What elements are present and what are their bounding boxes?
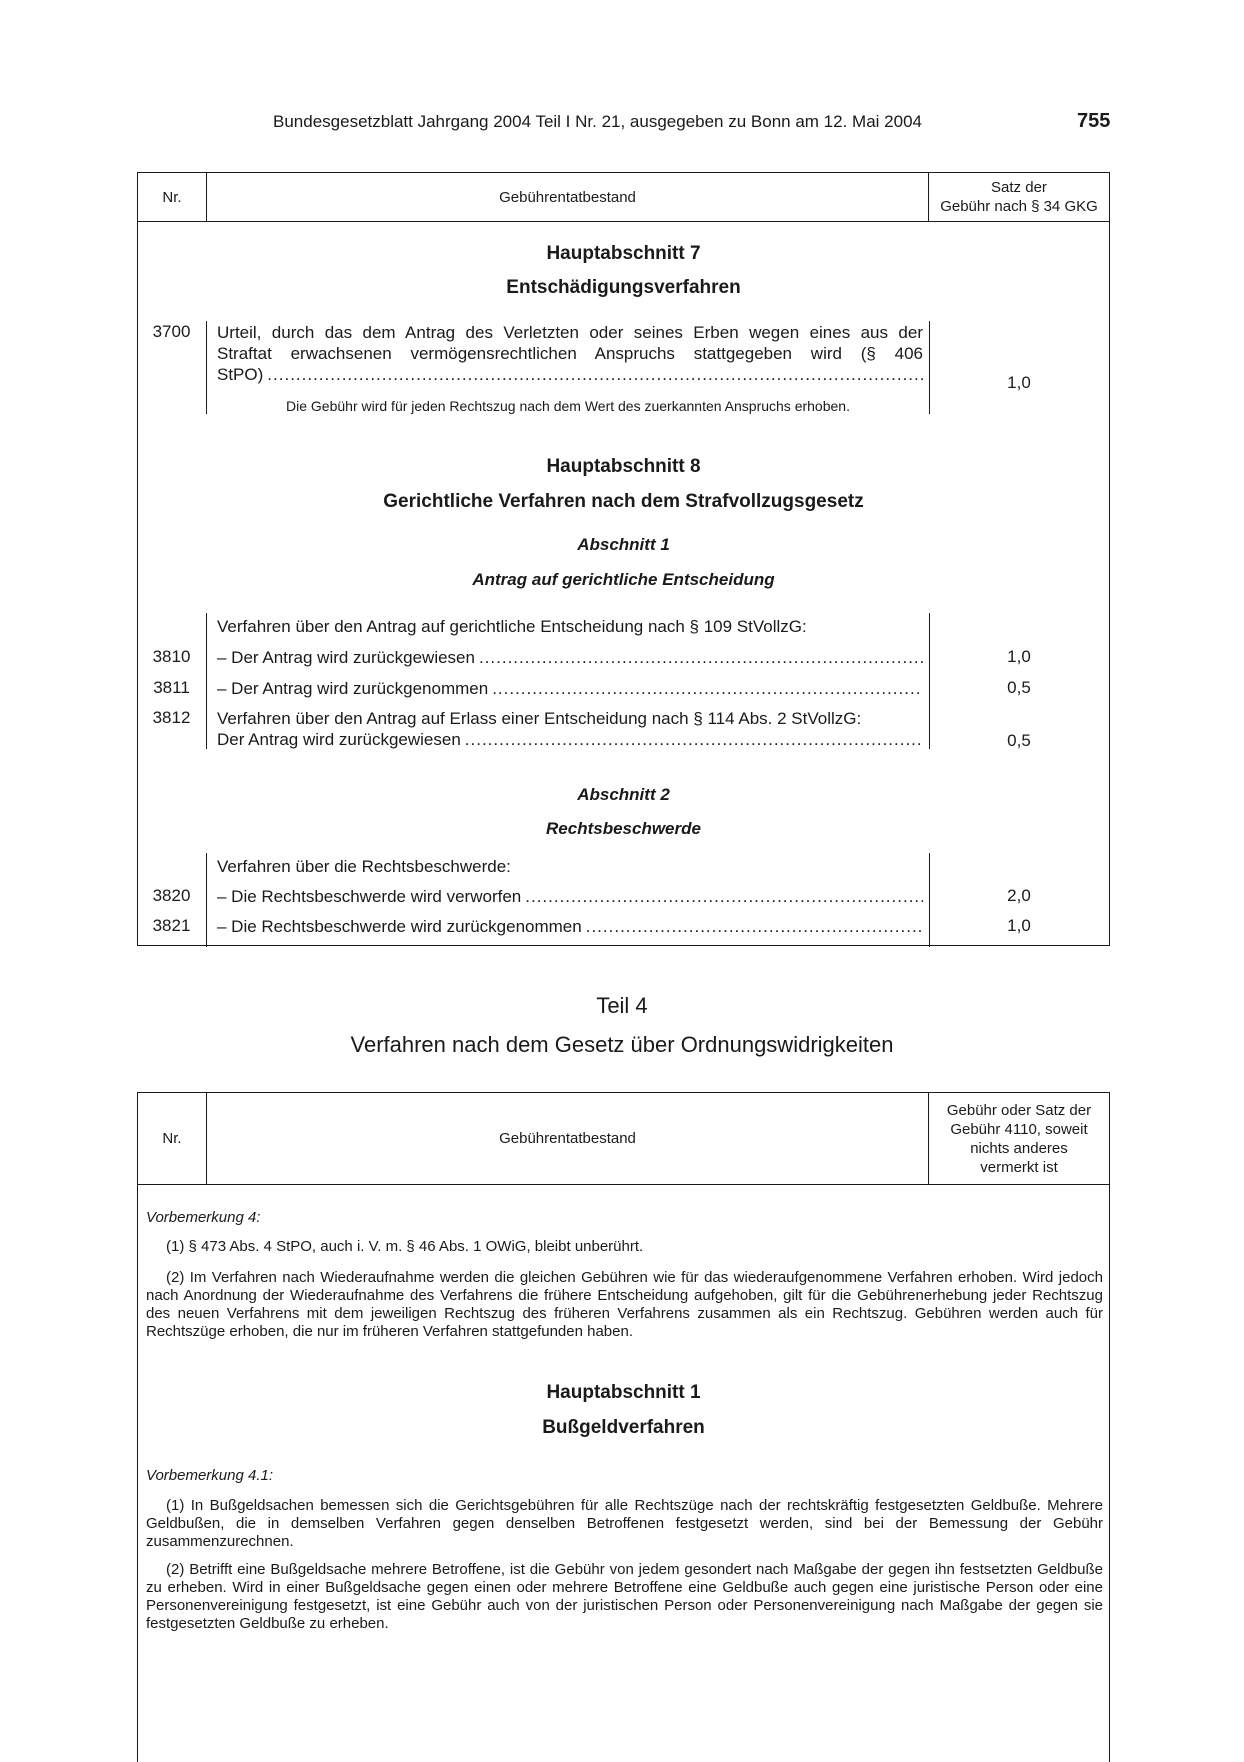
fee-description bbox=[217, 647, 923, 668]
dot-leader bbox=[586, 916, 923, 937]
table-header bbox=[138, 1093, 1109, 1185]
preliminary-note-paragraph: (1) In Bußgeldsachen bemessen sich die Gerichtsgebühren für alle Rechtszüge nach der rechtskräftig festgesetzten Geldbuße. Mehrere Geldbußen, die in demselben Verfahren gegen denselben Betroffenen festgesetzt werden, sind bei der Bemessung der Gebühr zusammenzurechnen. bbox=[146, 1497, 1103, 1550]
fee-note: Die Gebühr wird für jeden Rechtszug nach dem Wert des zuerkannten Anspruchs erhoben. bbox=[286, 398, 850, 414]
part-title: Teil 4 bbox=[596, 993, 648, 1018]
col-header-description: Gebührentatbestand bbox=[207, 173, 929, 221]
preliminary-note-title: Vorbemerkung 4.1: bbox=[146, 1467, 274, 1484]
fee-number: 3820 bbox=[152, 886, 191, 905]
fee-description bbox=[217, 886, 923, 907]
col-header-rate-line: Gebühr 4110, soweit bbox=[950, 1120, 1088, 1138]
dot-leader bbox=[267, 364, 923, 385]
row-rule-left bbox=[206, 853, 207, 947]
section-title: Hauptabschnitt 1 bbox=[546, 1382, 701, 1403]
group-intro: Verfahren über den Antrag auf gerichtliche Entscheidung nach § 109 StVollzG: bbox=[217, 617, 807, 636]
dot-leader bbox=[479, 647, 923, 668]
col-header-rate bbox=[929, 173, 1109, 221]
subsection-title: Abschnitt 2 bbox=[577, 785, 670, 804]
col-header-nr: Nr. bbox=[138, 173, 207, 221]
part-subtitle: Verfahren nach dem Gesetz über Ordnungswidrigkeiten bbox=[350, 1032, 894, 1057]
fee-rate: 0,5 bbox=[1007, 731, 1031, 750]
table-header bbox=[138, 173, 1109, 222]
col-header-nr: Nr. bbox=[138, 1093, 207, 1184]
fee-description bbox=[217, 322, 923, 385]
group-intro: Verfahren über die Rechtsbeschwerde: bbox=[217, 857, 511, 876]
text-line: StPO) bbox=[217, 365, 264, 384]
col-header-description: Gebührentatbestand bbox=[207, 1093, 929, 1184]
fee-rate: 1,0 bbox=[1007, 647, 1031, 666]
fee-description bbox=[217, 916, 923, 937]
fee-number: 3700 bbox=[152, 322, 191, 341]
fee-text: – Der Antrag wird zurückgewiesen bbox=[217, 648, 475, 667]
fee-table-part3 bbox=[137, 172, 1110, 946]
col-header-rate bbox=[929, 1093, 1109, 1184]
fee-number: 3812 bbox=[152, 708, 191, 727]
col-header-rate-line: Satz der bbox=[991, 179, 1047, 196]
fee-rate: 0,5 bbox=[1007, 678, 1031, 697]
section-subtitle: Entschädigungsverfahren bbox=[506, 277, 741, 298]
section-title: Hauptabschnitt 7 bbox=[546, 243, 701, 264]
col-header-rate-line: nichts anderes bbox=[970, 1139, 1068, 1157]
fee-description bbox=[217, 678, 923, 699]
fee-table-part4 bbox=[137, 1092, 1110, 1762]
fee-number: 3811 bbox=[153, 678, 190, 697]
fee-number: 3821 bbox=[152, 916, 191, 935]
subsection-title: Abschnitt 1 bbox=[577, 535, 670, 554]
dot-leader bbox=[465, 729, 923, 750]
preliminary-note-paragraph: (2) Im Verfahren nach Wiederaufnahme werden die gleichen Gebühren wie für das wiederaufgenommene Verfahren erhoben. Wird jedoch nach Anordnung der Wiederaufnahme des Verfahrens die frühere Entscheidung aufgehoben, gilt für die Gebührenerhebung jeder Rechtszug des neuen Verfahrens mit dem jeweiligen Rechtszug des früheren Verfahrens zusammen als ein Rechtszug. Gebühren werden auch für Rechtszüge erhoben, die nur im früheren Verfahren stattgefunden haben. bbox=[146, 1269, 1103, 1340]
col-header-rate-line: Gebühr nach § 34 GKG bbox=[940, 198, 1098, 215]
fee-text: – Die Rechtsbeschwerde wird verworfen bbox=[217, 887, 522, 906]
fee-text: – Die Rechtsbeschwerde wird zurückgenommen bbox=[217, 917, 582, 936]
col-header-rate-line: vermerkt ist bbox=[980, 1158, 1058, 1176]
row-rule-right bbox=[929, 321, 930, 414]
col-header-rate-line: Gebühr oder Satz der bbox=[946, 1101, 1092, 1119]
fee-rate: 1,0 bbox=[1007, 916, 1031, 935]
section-subtitle: Gerichtliche Verfahren nach dem Strafvollzugsgesetz bbox=[383, 491, 864, 512]
preliminary-note-paragraph: (2) Betrifft eine Bußgeldsache mehrere Betroffene, ist die Gebühr von jedem gesondert nach Maßgabe der gegen ihn festsetzten Geldbuße zu erheben. Wird in einer Bußgeldsache gegen einen oder mehrere Betroffene eine Geldbuße auch gegen eine juristische Person oder eine Personenvereinigung festgesetzt, ist eine Gebühr auch von der juristischen Person oder Personenvereinigung nach Maßgabe der gegen sie festgesetzten Geldbuße zu erheben. bbox=[146, 1561, 1103, 1632]
running-header: Bundesgesetzblatt Jahrgang 2004 Teil I Nr. 21, ausgegeben zu Bonn am 12. Mai 2004 bbox=[273, 112, 922, 131]
text-line: Verfahren über den Antrag auf Erlass einer Entscheidung nach § 114 Abs. 2 StVollzG: bbox=[217, 709, 862, 728]
preliminary-note-paragraph: (1) § 473 Abs. 4 StPO, auch i. V. m. § 46 Abs. 1 OWiG, bleibt unberührt. bbox=[166, 1238, 644, 1255]
fee-text: Der Antrag wird zurückgewiesen bbox=[217, 730, 461, 749]
row-rule-left bbox=[206, 613, 207, 749]
fee-text: – Der Antrag wird zurückgenommen bbox=[217, 679, 489, 698]
dot-leader bbox=[525, 886, 923, 907]
section-title: Hauptabschnitt 8 bbox=[546, 456, 701, 477]
preliminary-note-title: Vorbemerkung 4: bbox=[146, 1209, 261, 1226]
fee-rate: 1,0 bbox=[1007, 373, 1031, 392]
subsection-subtitle: Antrag auf gerichtliche Entscheidung bbox=[472, 570, 775, 589]
fee-number: 3810 bbox=[152, 647, 191, 666]
section-subtitle: Bußgeldverfahren bbox=[542, 1417, 705, 1438]
fee-rate: 2,0 bbox=[1007, 886, 1031, 905]
text-line: Urteil, durch das dem Antrag des Verletzten oder seines Erben wegen eines aus der bbox=[217, 323, 923, 342]
subsection-subtitle: Rechtsbeschwerde bbox=[546, 819, 701, 838]
dot-leader bbox=[492, 678, 923, 699]
fee-description bbox=[217, 708, 923, 750]
page-number: 755 bbox=[1077, 110, 1111, 132]
text-line: Straftat erwachsenen vermögensrechtlichen Anspruchs stattgegeben wird (§ 406 bbox=[217, 344, 923, 363]
